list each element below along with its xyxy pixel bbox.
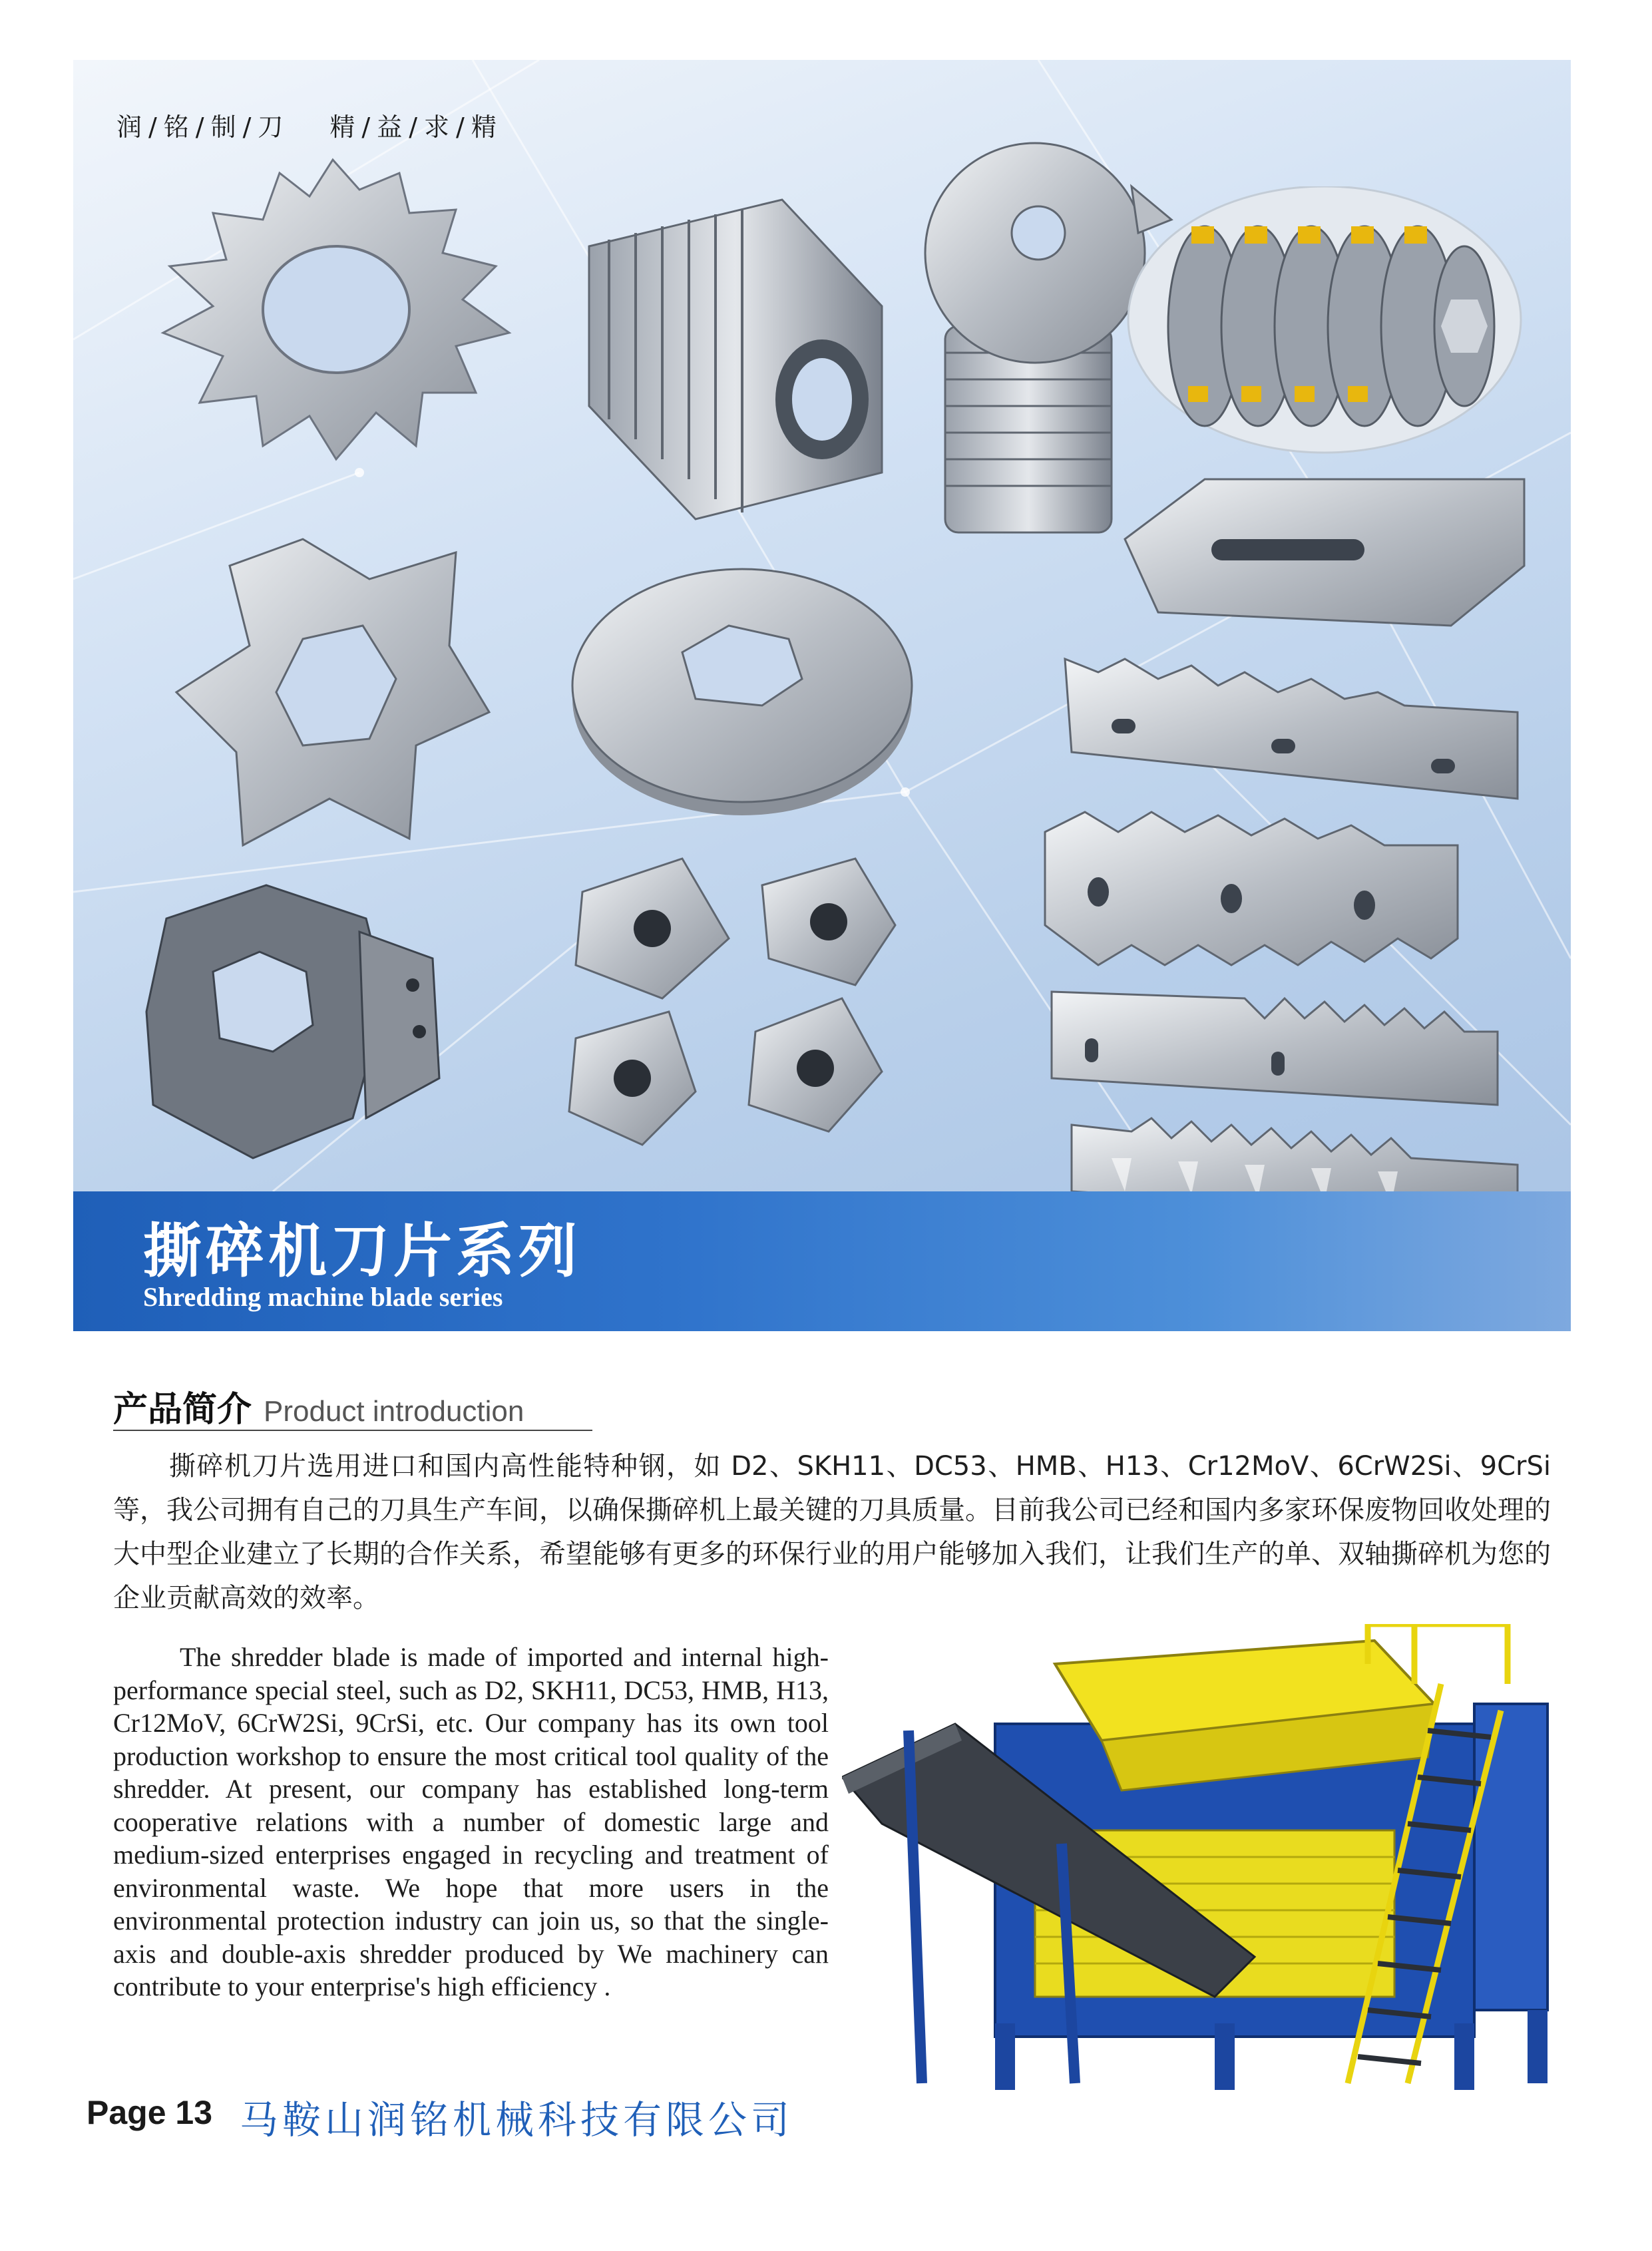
hex-hole-disc-blade-image xyxy=(562,552,922,825)
section-heading xyxy=(113,1381,524,1431)
serrated-knife-2-image xyxy=(1032,805,1471,972)
series-title-banner xyxy=(73,1191,1571,1331)
slogan xyxy=(116,106,543,143)
flat-knife-with-slot-image xyxy=(1118,466,1538,639)
square-insert-blades-image xyxy=(562,845,948,1158)
slogan-right: 精/益/求/精 xyxy=(329,112,503,142)
series-title-cn: 撕碎机刀片系列 xyxy=(143,1217,582,1285)
section-heading-en: Product introduction xyxy=(264,1395,524,1428)
section-heading-cn: 产品简介 xyxy=(113,1390,252,1430)
intro-paragraph-cn: 撕碎机刀片选用进口和国内高性能特种钢，如 D2、SKH11、DC53、HMB、H13、Cr12MoV、6CrW2Si、9CrSi 等，我公司拥有自己的刀具生产车间，以确保撕碎机上最关键的刀具质量。目前我公司已经和国内多家环保废物回收处理的大中型企业建立了长期的合作关系，希望能够有更多的环保行业的用户能够加入我们，让我们生产的单、双轴撕碎机为您的企业贡献高效的效率。 xyxy=(113,1451,1551,1613)
saw-disc-blade-image xyxy=(136,153,529,466)
page-number: Page 13 xyxy=(87,2094,213,2131)
company-name: 马鞍山润铭机械科技有限公司 xyxy=(240,2097,794,2143)
hero-banner xyxy=(73,60,1571,1331)
carbide-tip-blade-stack-image xyxy=(1125,186,1524,466)
serrated-knife-3-image xyxy=(1045,985,1504,1112)
shredder-machine-image xyxy=(842,1624,1561,2097)
serrated-knife-1-image xyxy=(1058,646,1524,819)
roller-blade-stack-image xyxy=(562,186,909,532)
slogan-left: 润/铭/制/刀 xyxy=(116,112,290,142)
intro-paragraph-en: The shredder blade is made of imported and internal high-performance special steel, such as D2, SKH11, DC53, HMB, H13, Cr12MoV, 6CrW2Si, 9CrSi, etc. Our company has its own tool production workshop to ensure the most critical tool quality of the shredder. At present, our company has established long-term cooperative relations with a number of domestic large and medium-sized enterprises engaged in recycling and treatment of environmental waste. We hope that more users in the environmental protection industry can join us, so that the single-axis and double-axis shredder produced by We machinery can contribute to your enterprise's high efficiency . xyxy=(113,1642,829,2001)
hex-block-blade-image xyxy=(140,879,453,1165)
series-title-en: Shredding machine blade series xyxy=(143,1282,503,1312)
heading-underline xyxy=(113,1430,592,1431)
hex-rotary-blade-image xyxy=(170,526,496,859)
